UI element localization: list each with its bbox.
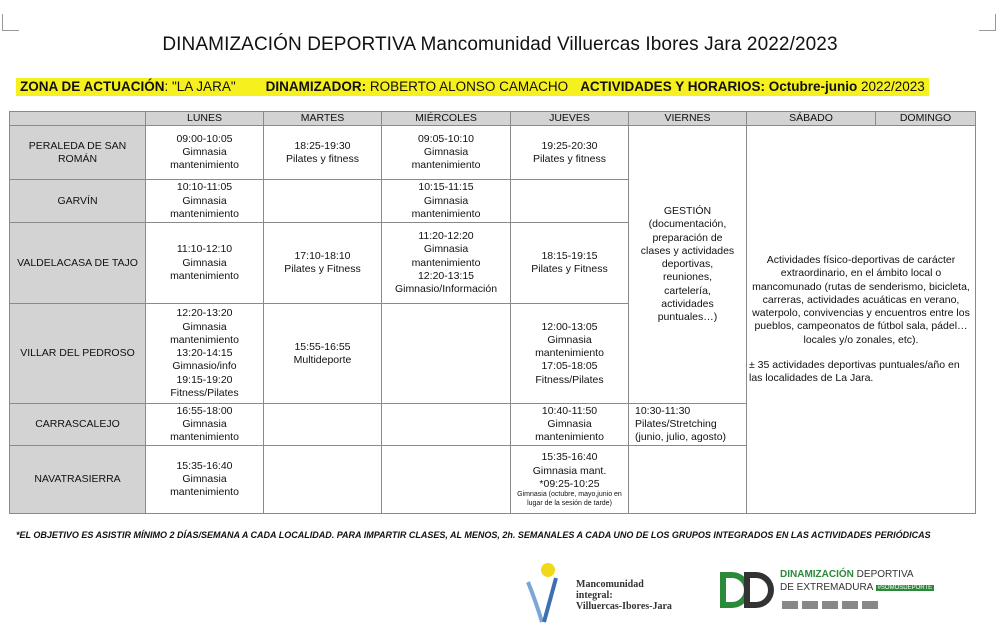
- cell-garvin-lunes: 10:10-11:05 Gimnasia mantenimiento: [146, 180, 264, 223]
- header-martes: MARTES: [264, 112, 382, 126]
- town-villar: VILLAR DEL PEDROSO: [10, 304, 146, 404]
- cell-villar-jueves: 12:00-13:05 Gimnasia mantenimiento 17:05-18:05 Fitness/Pilates: [511, 304, 629, 404]
- cell-navatrasierra-martes: [264, 446, 382, 514]
- cell-carrascalejo-viernes: 10:30-11:30 Pilates/Stretching (junio, julio, agosto): [629, 404, 747, 446]
- town-peraleda: PERALEDA DE SAN ROMÁN: [10, 126, 146, 180]
- cell-carrascalejo-lunes: 16:55-18:00 Gimnasia mantenimiento: [146, 404, 264, 446]
- cell-peraleda-miercoles: 09:05-10:10 Gimnasia mantenimiento: [382, 126, 511, 180]
- cell-gestion: GESTIÓN (documentación, preparación de clases y actividades deportivas, reuniones, cartelería, actividades puntuales…): [629, 126, 747, 404]
- dd-letters-icon: [718, 568, 778, 612]
- town-garvin: GARVÍN: [10, 180, 146, 223]
- navatrasierra-note: Gimnasia (octubre, mayo,junio en lugar de la sesión de tarde): [517, 491, 622, 507]
- crop-mark-right: [979, 14, 996, 31]
- header-row: [10, 112, 976, 126]
- zona-label: ZONA DE ACTUACIÓN: [20, 79, 165, 94]
- dd-logo-line2: DE EXTREMADURA #SOMOSDEPORTE: [780, 582, 933, 593]
- document-title: DINAMIZACIÓN DEPORTIVA Mancomunidad Villuercas Ibores Jara 2022/2023: [162, 34, 838, 55]
- cell-villar-miercoles: [382, 304, 511, 404]
- dinamizador-value: ROBERTO ALONSO CAMACHO: [369, 79, 569, 94]
- sponsor-logo-icon: [862, 601, 878, 609]
- sponsor-logo-icon: [822, 601, 838, 609]
- sponsor-logo-icon: [802, 601, 818, 609]
- zone-info-bar: [16, 78, 929, 96]
- row-peraleda: [10, 126, 976, 180]
- header-corner: [10, 112, 146, 126]
- cell-garvin-miercoles: 10:15-11:15 Gimnasia mantenimiento: [382, 180, 511, 223]
- header-miercoles: MIÉRCOLES: [382, 112, 511, 126]
- schedule-table: [9, 111, 976, 514]
- header-sabado: SÁBADO: [747, 112, 876, 126]
- town-navatrasierra: NAVATRASIERRA: [10, 446, 146, 514]
- cell-carrascalejo-martes: [264, 404, 382, 446]
- footnote: *EL OBJETIVO ES ASISTIR MÍNIMO 2 DÍAS/SEMANA A CADA LOCALIDAD. PARA IMPARTIR CLASES, AL MENOS, 2h. SEMANALES A CADA UNO DE LOS GRUPOS INTEGRADOS EN LAS ACTIVIDADES PERIÓDICAS: [16, 530, 931, 540]
- town-valdelacasa: VALDELACASA DE TAJO: [10, 223, 146, 304]
- mancomunidad-logo-text: Mancomunidad integral: Villuercas-Ibores-Jara: [576, 579, 672, 612]
- dd-logo-line1: DINAMIZACIÓN DEPORTIVA: [780, 569, 914, 580]
- cell-valdelacasa-lunes: 11:10-12:10 Gimnasia mantenimiento: [146, 223, 264, 304]
- header-jueves: JUEVES: [511, 112, 629, 126]
- zona-value: : "LA JARA": [164, 79, 236, 94]
- weekend-main-text: Actividades físico-deportivas de carácter extraordinario, en el ámbito local o mancomunado (rutas de senderismo, bicicleta, carreras, actividades acuáticas en verano, waterpolo, convivencias y encuentros entre los pueblos, campeonatos de fútbol sala, pádel…locales y/o zonales, etc).: [752, 254, 970, 346]
- dd-badge: #SOMOSDEPORTE: [877, 585, 933, 591]
- header-viernes: VIERNES: [629, 112, 747, 126]
- actividades-label: ACTIVIDADES Y HORARIOS:: [580, 79, 765, 94]
- dinamizador-label: DINAMIZADOR:: [265, 79, 367, 94]
- cell-navatrasierra-miercoles: [382, 446, 511, 514]
- cell-garvin-jueves: [511, 180, 629, 223]
- actividades-year: 2022/2023: [861, 79, 925, 94]
- header-domingo: DOMINGO: [876, 112, 976, 126]
- cell-navatrasierra-viernes: [629, 446, 747, 514]
- sponsor-logo-icon: [842, 601, 858, 609]
- cell-garvin-martes: [264, 180, 382, 223]
- dinamizacion-deportiva-logo: [718, 564, 933, 620]
- cell-valdelacasa-miercoles: 11:20-12:20 Gimnasia mantenimiento 12:20-13:15 Gimnasio/Información: [382, 223, 511, 304]
- cell-carrascalejo-miercoles: [382, 404, 511, 446]
- cell-navatrasierra-jueves: 15:35-16:40 Gimnasia mant. *09:25-10:25 Gimnasia (octubre, mayo,junio en lugar de la sesión de tarde): [511, 446, 629, 514]
- cell-peraleda-martes: 18:25-19:30 Pilates y fitness: [264, 126, 382, 180]
- sponsor-logo-icon: [782, 601, 798, 609]
- town-carrascalejo: CARRASCALEJO: [10, 404, 146, 446]
- crop-mark-left: [2, 14, 19, 31]
- cell-villar-lunes: 12:20-13:20 Gimnasia mantenimiento 13:20-14:15 Gimnasio/info 19:15-19:20 Fitness/Pilates: [146, 304, 264, 404]
- mancomunidad-emblem-icon: [522, 562, 572, 624]
- actividades-period: Octubre-junio: [768, 79, 858, 94]
- header-lunes: LUNES: [146, 112, 264, 126]
- cell-weekend-activities: [747, 126, 976, 514]
- mancomunidad-logo: [522, 562, 682, 624]
- sponsor-logos: [782, 596, 912, 610]
- cell-villar-martes: 15:55-16:55 Multideporte: [264, 304, 382, 404]
- cell-peraleda-jueves: 19:25-20:30 Pilates y fitness: [511, 126, 629, 180]
- cell-valdelacasa-jueves: 18:15-19:15 Pilates y Fitness: [511, 223, 629, 304]
- cell-peraleda-lunes: 09:00-10:05 Gimnasia mantenimiento: [146, 126, 264, 180]
- cell-navatrasierra-lunes: 15:35-16:40 Gimnasia mantenimiento: [146, 446, 264, 514]
- cell-carrascalejo-jueves: 10:40-11:50 Gimnasia mantenimiento: [511, 404, 629, 446]
- cell-valdelacasa-martes: 17:10-18:10 Pilates y Fitness: [264, 223, 382, 304]
- weekend-extra-text: ± 35 actividades deportivas puntuales/año en las localidades de La Jara.: [749, 358, 960, 384]
